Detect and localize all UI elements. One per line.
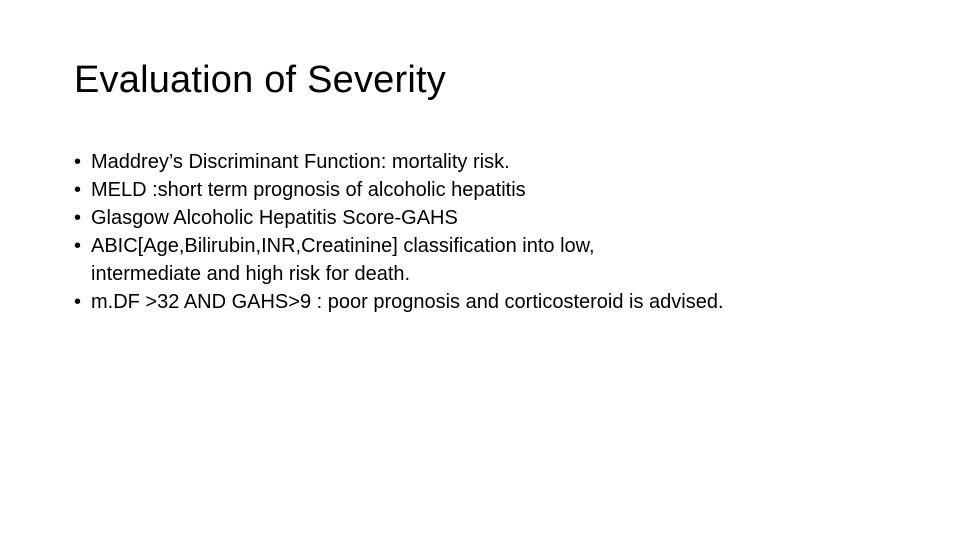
bullet-dot-icon: • bbox=[74, 207, 82, 229]
bullet-text: MELD :short term prognosis of alcoholic hepatitis bbox=[91, 179, 526, 201]
bullet-dot-icon: • bbox=[74, 291, 82, 313]
bullet-item-maddrey bbox=[74, 148, 914, 176]
bullet-list bbox=[74, 148, 914, 316]
bullet-text: m.DF >32 AND GAHS>9 : poor prognosis and corticosteroid is advised. bbox=[91, 291, 724, 313]
slide-title: Evaluation of Severity bbox=[74, 59, 446, 101]
bullet-text-line-1: ABIC[Age,Bilirubin,INR,Creatinine] classification into low, bbox=[91, 235, 595, 257]
bullet-text: Glasgow Alcoholic Hepatitis Score-GAHS bbox=[91, 207, 458, 229]
bullet-dot-icon: • bbox=[74, 235, 82, 257]
bullet-item-meld bbox=[74, 176, 914, 204]
bullet-item-gahs bbox=[74, 204, 914, 232]
bullet-text-line-2: intermediate and high risk for death. bbox=[91, 263, 411, 285]
bullet-text: Maddrey’s Discriminant Function: mortality risk. bbox=[91, 151, 510, 173]
bullet-dot-icon: • bbox=[74, 151, 82, 173]
bullet-dot-icon: • bbox=[74, 179, 82, 201]
bullet-item-abic bbox=[74, 232, 914, 288]
bullet-item-mdf-gahs bbox=[74, 288, 914, 316]
